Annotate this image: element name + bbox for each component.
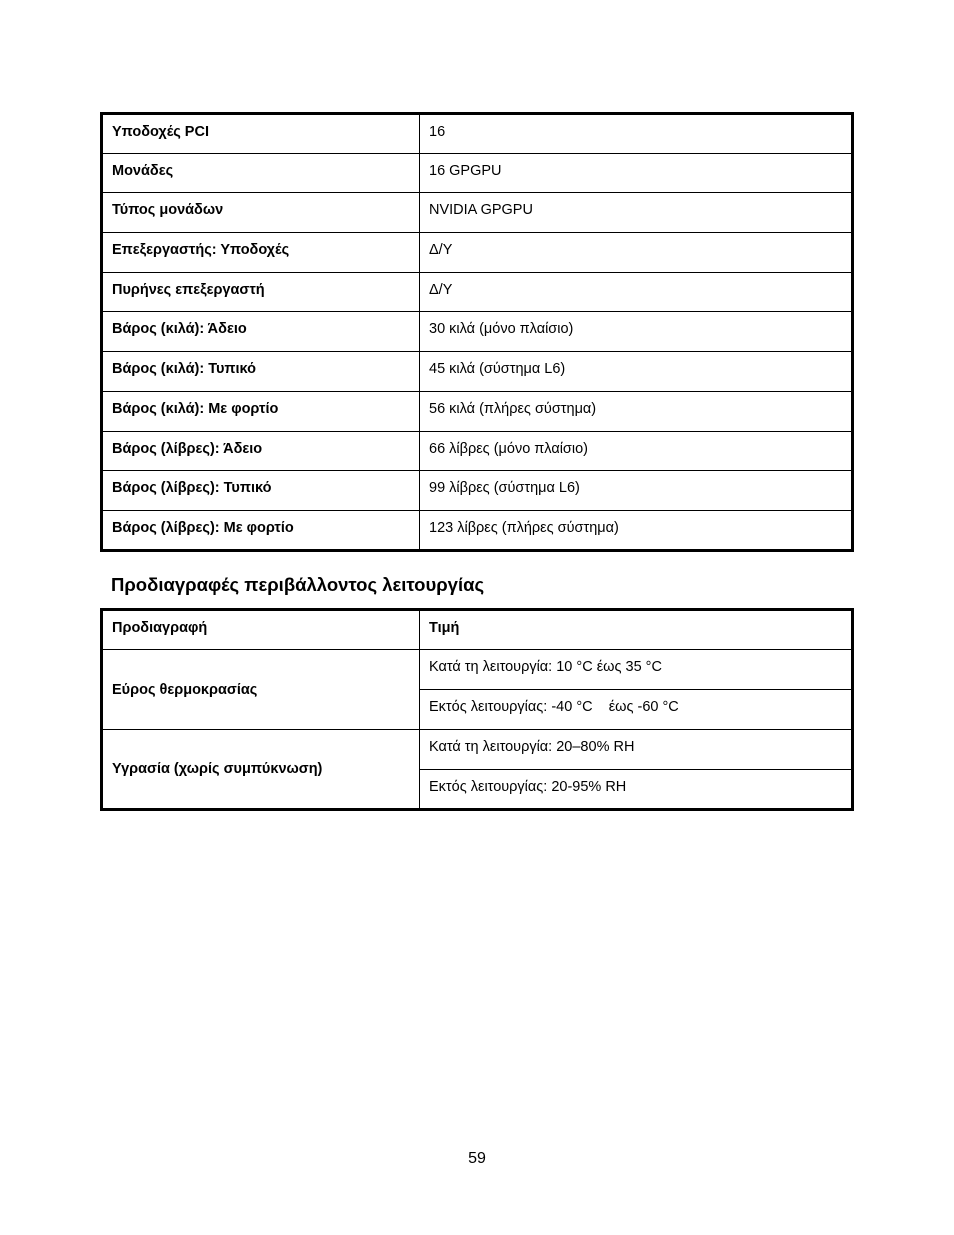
environment-table: [100, 608, 854, 811]
spec-value: 30 κιλά (μόνο πλαίσιο): [420, 312, 853, 352]
spec-key: Πυρήνες επεξεργαστή: [102, 272, 420, 312]
spec-value: 45 κιλά (σύστημα L6): [420, 352, 853, 392]
spec-key: Τύπος μονάδων: [102, 193, 420, 233]
table-header-row: [102, 610, 853, 650]
spec-value: Δ/Υ: [420, 272, 853, 312]
spec-key: Βάρος (λίβρες): Άδειο: [102, 431, 420, 471]
spec-key: Υποδοχές PCI: [102, 114, 420, 154]
spec-value: NVIDIA GPGPU: [420, 193, 853, 233]
table-row: [102, 153, 853, 193]
spec-key: Βάρος (κιλά): Άδειο: [102, 312, 420, 352]
table-row: [102, 312, 853, 352]
table-row: [102, 233, 853, 273]
env-value: Εκτός λειτουργίας: -40 °C έως -60 °C: [420, 690, 853, 730]
section-heading: Προδιαγραφές περιβάλλοντος λειτουργίας: [111, 574, 485, 595]
table-row: [102, 193, 853, 233]
spec-value: 66 λίβρες (μόνο πλαίσιο): [420, 431, 853, 471]
spec-value: 16: [420, 114, 853, 154]
column-header-spec: Προδιαγραφή: [102, 610, 420, 650]
env-value: Κατά τη λειτουργία: 20–80% RH: [420, 730, 853, 770]
spec-value: 16 GPGPU: [420, 153, 853, 193]
spec-key: Επεξεργαστής: Υποδοχές: [102, 233, 420, 273]
specifications-table: [100, 112, 854, 552]
table-row: [102, 730, 853, 770]
spec-key: Βάρος (λίβρες): Με φορτίο: [102, 510, 420, 550]
table-row: [102, 510, 853, 550]
env-key: Υγρασία (χωρίς συμπύκνωση): [102, 730, 420, 810]
env-key: Εύρος θερμοκρασίας: [102, 650, 420, 730]
table-row: [102, 114, 853, 154]
spec-key: Βάρος (κιλά): Τυπικό: [102, 352, 420, 392]
env-value: Κατά τη λειτουργία: 10 °C έως 35 °C: [420, 650, 853, 690]
spec-value: 99 λίβρες (σύστημα L6): [420, 471, 853, 511]
spec-key: Μονάδες: [102, 153, 420, 193]
spec-key: Βάρος (λίβρες): Τυπικό: [102, 471, 420, 511]
table-row: [102, 391, 853, 431]
env-value: Εκτός λειτουργίας: 20-95% RH: [420, 770, 853, 810]
spec-value: 123 λίβρες (πλήρες σύστημα): [420, 510, 853, 550]
page-number: 59: [468, 1150, 486, 1167]
spec-key: Βάρος (κιλά): Με φορτίο: [102, 391, 420, 431]
column-header-value: Τιμή: [420, 610, 853, 650]
spec-value: 56 κιλά (πλήρες σύστημα): [420, 391, 853, 431]
table-row: [102, 352, 853, 392]
table-row: [102, 272, 853, 312]
spec-value: Δ/Υ: [420, 233, 853, 273]
table-row: [102, 471, 853, 511]
table-row: [102, 650, 853, 690]
table-row: [102, 431, 853, 471]
